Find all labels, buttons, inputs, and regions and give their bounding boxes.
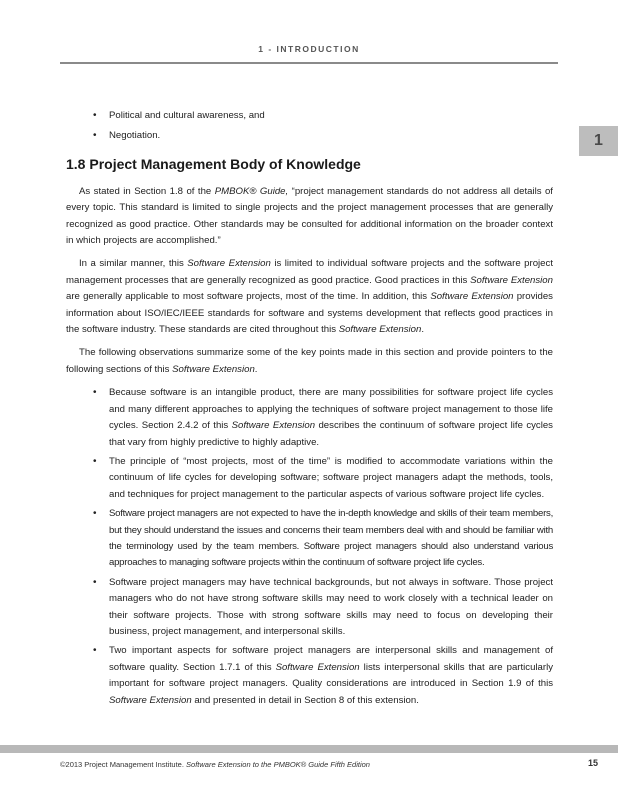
list-item-text: Political and cultural awareness, and	[109, 110, 265, 121]
bullet-icon: •	[93, 110, 97, 121]
bullet-icon: •	[93, 130, 97, 142]
bullet-icon: •	[93, 387, 97, 399]
bullet-icon: •	[93, 576, 97, 588]
list-item: • Because software is an intangible product, there are many possibilities for software project life cycles and many different approaches to applying the techniques of software project management to those life cycles. Section 2.4.2 of this Software Extension describes the continuum of software project life cycles that vary from highly predictive to highly adaptive.	[93, 387, 553, 448]
list-item: • Two important aspects for software project managers are interpersonal skills and management of software quality. Section 1.7.1 of this Software Extension lists interpersonal skills that are particularly important for software project managers. Quality considerations are introduced in Section 1.9 of this Software Extension and presented in detail in Section 8 of this extension.	[93, 645, 553, 706]
list-item: • Software project managers are not expected to have the in-depth knowledge and skills of their team members, but they should understand the issues and concerns their team members deal with and should be familiar with the terminology used by the team members. Software project managers should also understand various approaches to managing software projects within the continuum of software project life cycles.	[93, 508, 553, 569]
observations-list	[66, 385, 553, 709]
header-rule	[60, 62, 558, 64]
list-item: • The principle of “most projects, most of the time” is modified to accommodate variations within the continuum of life cycles for developing software; software project managers adapt the methods, tools, and techniques for project management to the particular aspects of various software project life cycles.	[93, 455, 553, 500]
footer-band	[0, 745, 618, 753]
paragraph-2: In a similar manner, this Software Extension is limited to individual software projects and the software project management processes that are generally recognized as good practice. Good practices in this Software Extension are generally applicable to most software projects, most of the time. In addition, this Software Extension provides information about ISO/IEC/IEEE standards for software and systems development that reflects good practices in the software industry. These standards are cited throughout this Software Extension.	[66, 258, 553, 336]
footer-copyright: ©2013 Project Management Institute. Software Extension to the PMBOK® Guide Fifth Edition	[60, 760, 370, 769]
list-item	[66, 108, 553, 124]
list-item-text: Negotiation.	[109, 130, 161, 142]
chapter-tab: 1	[579, 126, 618, 156]
page-body	[66, 108, 553, 712]
bullet-icon: •	[93, 455, 97, 467]
paragraph-3: The following observations summarize some of the key points made in this section and provide pointers to the following sections of this Software Extension.	[66, 347, 553, 375]
section-heading: 1.8 Project Management Body of Knowledge	[66, 155, 361, 172]
bullet-icon: •	[93, 508, 97, 520]
bullet-icon: •	[93, 645, 97, 657]
list-item: • Software project managers may have technical backgrounds, but not always in software. Those project managers who do not have strong software skills may need to work closely with a technical leader on their software projects. Those with strong software skills may need to focus on developing their business, project management, and interpersonal skills.	[93, 576, 553, 637]
list-item	[66, 128, 553, 144]
paragraph-1: As stated in Section 1.8 of the PMBOK® Guide, “project management standards do not address all details of every topic. This standard is limited to single projects and the project management processes that are generally recognized as good practice. Other standards may be consulted for additional information on the broader context in which projects are accomplished.”	[66, 185, 553, 247]
page-number: 15	[587, 758, 598, 768]
running-header: 1 - INTRODUCTION	[258, 44, 360, 54]
